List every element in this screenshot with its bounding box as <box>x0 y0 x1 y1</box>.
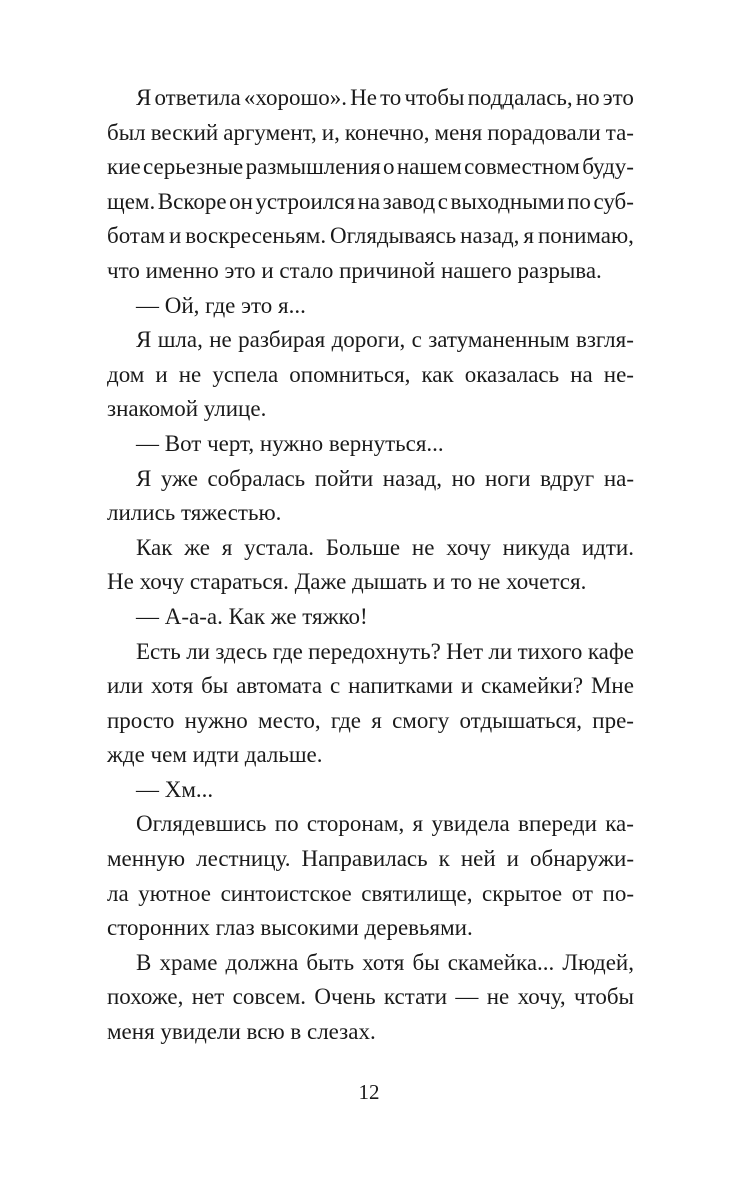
text-line: что именно это и стало причиной нашего разрыва. <box>107 257 602 283</box>
text-line: ботам и воскресеньям. Оглядываясь назад, я понимаю, <box>107 223 634 249</box>
text-line: — Хм... <box>136 776 214 802</box>
text-line: щем. Вскоре он устроился на завод с выходными по суб- <box>107 188 634 214</box>
text-line: жде чем идти дальше. <box>107 742 323 768</box>
text-line: менную лестницу. Направилась к ней и обнаружи- <box>107 846 634 872</box>
text-line: сторонних глаз высокими деревьями. <box>107 915 473 941</box>
text-line: — Вот черт, нужно вернуться... <box>136 430 444 456</box>
text-line: Оглядевшись по сторонам, я увидела впереди ка- <box>136 811 634 837</box>
text-line: просто нужно место, где я смогу отдышаться, пре- <box>107 707 634 733</box>
text-line: Не хочу стараться. Даже дышать и то не хочется. <box>107 569 587 595</box>
page-number: 12 <box>358 1080 380 1104</box>
text-line: меня увидели всю в слезах. <box>107 1019 376 1045</box>
text-line: кие серьезные размышления о нашем совместном буду- <box>107 154 634 180</box>
text-line: Как же я устала. Больше не хочу никуда идти. <box>136 534 634 560</box>
body-text <box>107 81 634 1050</box>
text-line: Я шла, не разбирая дороги, с затуманенным взгля- <box>136 327 634 353</box>
text-line: — Ой, где это я... <box>136 292 306 318</box>
text-line: лились тяжестью. <box>107 500 282 526</box>
text-line: — А-а-а. Как же тяжко! <box>136 603 368 629</box>
text-line: ла уютное синтоистское святилище, скрытое от по- <box>107 880 634 906</box>
text-line: Я ответила «хорошо». Не то чтобы поддалась, но это <box>136 85 634 110</box>
text-line: Я уже собралась пойти назад, но ноги вдруг на- <box>136 465 634 491</box>
text-line: был веский аргумент, и, конечно, меня порадовали та- <box>107 119 634 145</box>
text-line: знакомой улице. <box>107 396 267 422</box>
text-line: Есть ли здесь где передохнуть? Нет ли тихого кафе <box>136 638 634 664</box>
text-line: похоже, нет совсем. Очень кстати — не хочу, чтобы <box>107 984 634 1010</box>
text-line: дом и не успела опомниться, как оказалась на не- <box>107 361 634 387</box>
text-line: В храме должна быть хотя бы скамейка... Людей, <box>136 949 634 975</box>
text-line: или хотя бы автомата с напитками и скамейки? Мне <box>107 673 634 699</box>
